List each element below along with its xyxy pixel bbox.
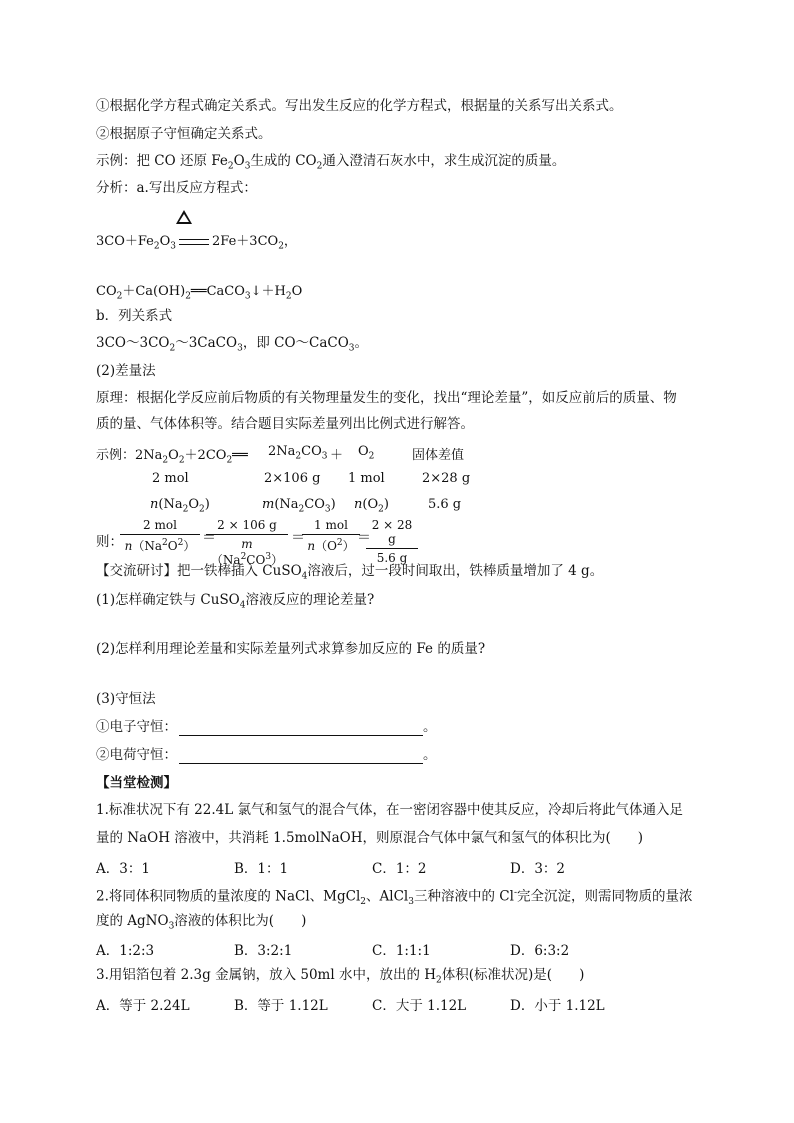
example-value: 1 mol [348,471,385,486]
option-c[interactable]: C．1：2 [372,861,427,877]
example-variable: $n(Na_2O_2)$ [150,497,210,515]
option-b[interactable]: B．等于 1.12L [234,998,328,1014]
text-line: ①根据化学方程式确定关系式。写出发生反应的化学方程式，根据量的关系写出关系式。 [96,98,623,114]
question-text: 3.用铝箔包着 2.3g 金属钠，放入 50ml 水中，放出的 $H_2$体积(标准状况)是( ) [96,967,585,986]
section-heading: (3)守恒法 [96,691,156,707]
section-heading: (2)差量法 [96,363,156,379]
fraction [366,518,418,565]
option-d[interactable]: D．小于 1.12L [510,998,605,1014]
plus-sign: ＋ [330,448,344,463]
example-value: 2×106 g [264,471,321,486]
equals-sign: ＝ [357,530,371,546]
example-value: 2 mol [152,471,189,486]
example-reactants: 示例：$2Na_2O_2+2CO_2══$ [96,448,248,466]
example-variable: $n(O_2)$ [354,497,389,515]
option-b[interactable]: B．1：1 [234,861,289,877]
example-diff-label: 固体差值 [412,448,465,463]
option-a[interactable]: A．1:2:3 [96,943,155,959]
example-oxygen: $O_2$ [358,444,375,462]
text-line: 示例：把 CO 还原 $Fe_2O_3$生成的 $CO_2$通入澄清石灰水中，求生成沉淀的质量。 [96,153,566,172]
option-c[interactable]: C．1:1:1 [372,943,431,959]
example-value: 5.6 g [428,497,462,512]
fraction-numerator: 2 × 106 g [206,518,288,535]
equals-sign: ＝ [291,530,305,546]
reaction-equation: $3CO+Fe_2O_3$ $2Fe+3CO_2$， [96,234,297,252]
fraction-numerator: 2 mol [120,518,200,535]
fraction [302,518,360,554]
fraction-denominator: $n(O^2)$ [307,538,355,553]
question-text: 2.将同体积同物质的量浓度的 NaCl、MgCl$_2$、AlCl$_3$三种溶液中的 Cl-完全沉淀，则需同物质的量浓 [96,888,693,908]
example-product: $2Na_2CO_3$ [268,444,328,462]
fraction-denominator: $n(Na^2O^2)$ [124,538,196,553]
section-heading: 【当堂检测】 [96,775,177,791]
fraction-denominator: 5.6 g [376,551,408,565]
equals-sign-icon [179,239,209,245]
text-line: 质的量、气体体积等。结合题目实际差量列出比例式进行解答。 [96,416,474,432]
reaction-equation: $CO_2+Ca(OH)_2══CaCO_3↓+H_2O$ [96,284,303,302]
question-text: (2)怎样利用理论差量和实际差量列式求算参加反应的 Fe 的质量? [96,641,486,657]
option-c[interactable]: C．大于 1.12L [372,998,467,1014]
fraction-numerator: 1 mol [302,518,360,535]
option-a[interactable]: A．等于 2.24L [96,998,190,1014]
text-line: b．列关系式 [96,308,173,324]
option-a[interactable]: A．3：1 [96,861,150,877]
fraction [120,518,200,554]
ratio-prefix: 则： [96,534,123,550]
fraction-denominator: $m(Na^2CO^3)$ [210,537,284,567]
example-value: 2×28 g [422,471,471,486]
question-text: (1)怎样确定铁与 CuSO$_4$溶液反应的理论差量? [96,592,375,611]
option-b[interactable]: B．3:2:1 [234,943,293,959]
answer-blank[interactable] [179,749,423,764]
text-line: ②根据原子守恒确定关系式。 [96,126,272,142]
question-text: 量的 NaOH 溶液中，共消耗 1.5molNaOH，则原混合气体中氯气和氢气的体积比为( ) [96,830,644,846]
fill-blank-line: ①电子守恒： 。 [96,719,437,735]
equals-sign: ＝ [202,530,216,546]
text-line: 原理：根据化学反应前后物质的有关物理量发生的变化，找出“理论差量”，如反应前后的质量、物 [96,390,677,406]
fraction [206,518,288,568]
text-line: $3CO\sim 3CO_2\sim 3CaCO_3$，即 CO～CaCO$_3$。 [96,335,369,354]
question-text: 1.标准状况下有 22.4L 氯气和氢气的混合气体，在一密闭容器中使其反应，冷却后将此气体通入足 [96,802,683,818]
option-d[interactable]: D．3：2 [510,861,566,877]
heat-triangle-icon [176,210,192,224]
fill-blank-line: ②电荷守恒： 。 [96,747,437,763]
option-d[interactable]: D．6:3:2 [510,943,570,959]
discussion-text: 【交流研讨】把一铁棒插入 CuSO$_4$溶液后，过一段时间取出，铁棒质量增加了 4 g。 [96,563,604,582]
text-line: 分析：a.写出反应方程式： [96,180,257,196]
answer-blank[interactable] [179,721,423,736]
question-text: 度的 AgNO$_3$溶液的体积比为( ) [96,913,307,932]
example-variable: $m(Na_2CO_3)$ [262,497,336,515]
fraction-numerator: 2 × 28 g [366,518,418,549]
